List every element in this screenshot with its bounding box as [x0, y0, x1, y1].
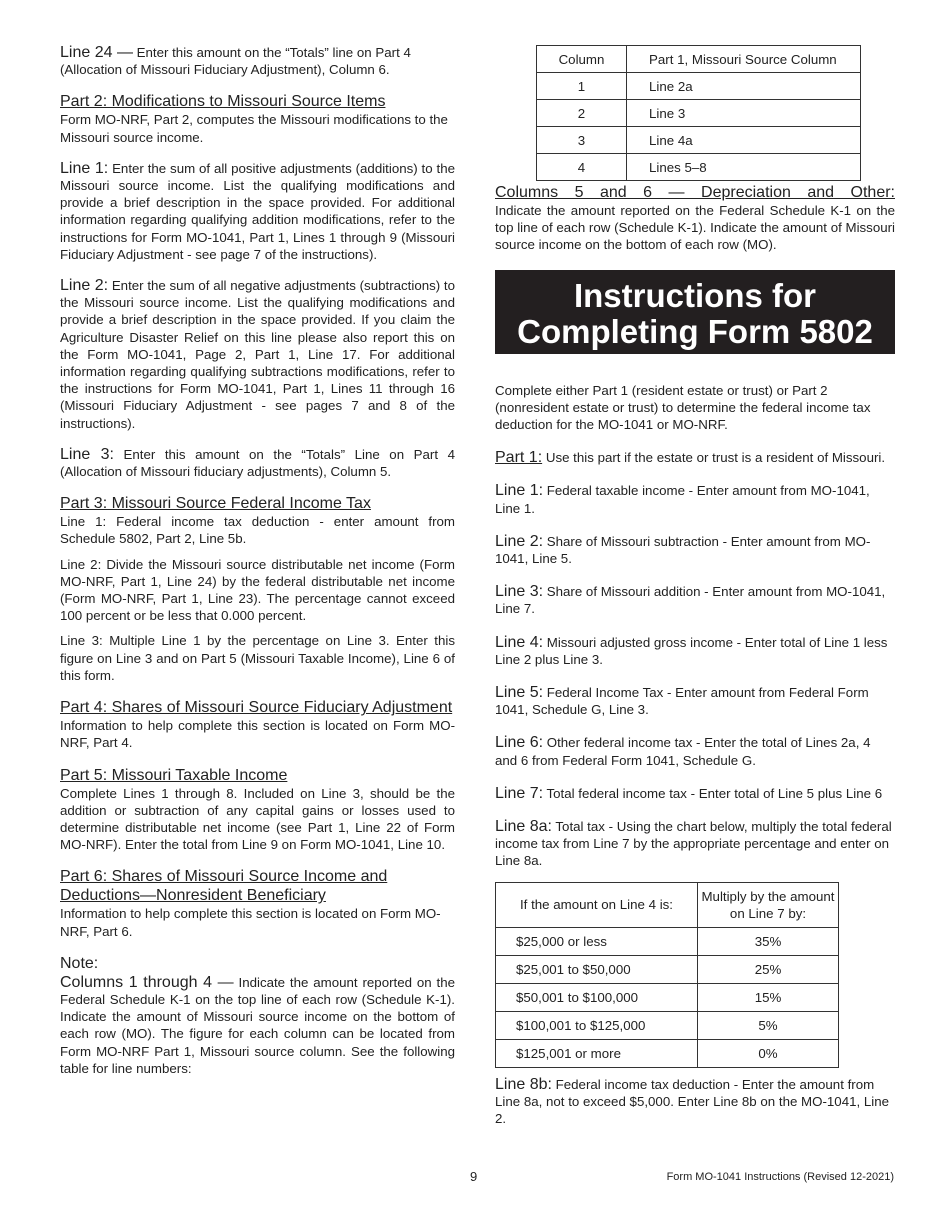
part1-heading: Part 1:: [495, 449, 543, 467]
table-cell: 2: [537, 100, 627, 127]
table-header-cell: If the amount on Line 4 is:: [496, 882, 698, 927]
r-line5-text: Federal Income Tax - Enter amount from Federal Form 1041, Schedule G, Line 3.: [495, 685, 869, 718]
part5-heading: Part 5: Missouri Taxable Income: [60, 766, 288, 784]
part1-text: Use this part if the estate or trust is a resident of Missouri.: [545, 450, 886, 466]
table-row: [537, 100, 861, 127]
table-header-cell: Column: [537, 46, 627, 73]
r-line8b-heading: Line 8b:: [495, 1075, 552, 1093]
line24-text: Enter this amount on the “Totals” line on Part 4 (Allocation of Missouri Fiduciary Adjustment), Column 6.: [60, 45, 411, 78]
line3-paragraph: [60, 446, 455, 480]
form-revision-note: Form MO-1041 Instructions (Revised 12-2021): [666, 1171, 894, 1183]
r-line8b-text: Federal income tax deduction - Enter the amount from Line 8a, not to exceed $5,000. Enter Line 8b on the MO-1041, Line 2.: [495, 1076, 890, 1127]
right-column: [495, 183, 895, 1127]
table-cell: $25,000 or less: [496, 927, 698, 955]
r-line7-text: Total federal income tax - Enter total of Line 5 plus Line 6: [546, 785, 883, 801]
r-line8a-heading: Line 8a:: [495, 818, 552, 836]
r-line8b-paragraph: [495, 1076, 895, 1128]
columns-1-4-text: Indicate the amount reported on the Federal Schedule K-1 on the top line of each row (Schedule K-1). Indicate the amount of Missouri source income on the bottom of each row (MO). The figure for each column can be located from Form MO-NRF Part 1, Missouri source column. See the following table for line numbers:: [60, 974, 455, 1076]
table-cell: 15%: [698, 983, 839, 1011]
part3-line2: Line 2: Divide the Missouri source distributable net income (Form MO-NRF, Part 1, Line 24) by the federal distributable net income (Form MO-NRF, Part 1, Line 23). The percentage cannot exceed 100 percent or be less that 0.000 percent.: [60, 556, 455, 624]
line1-heading: Line 1:: [60, 159, 109, 177]
table-header-cell: Multiply by the amount on Line 7 by:: [698, 882, 839, 927]
table-cell: $125,001 or more: [496, 1039, 698, 1067]
page-number: 9: [470, 1169, 478, 1184]
r-line5-paragraph: [495, 684, 895, 718]
table-header-cell: Part 1, Missouri Source Column: [627, 46, 861, 73]
line3-text: Enter this amount on the “Totals” Line on Part 4 (Allocation of Missouri fiduciary adjustments), Column 5.: [60, 446, 455, 480]
table-cell: 3: [537, 127, 627, 154]
line3-heading: Line 3:: [60, 445, 114, 463]
r-line2-paragraph: [495, 533, 895, 567]
part4-text: Information to help complete this section is located on Form MO-NRF, Part 4.: [60, 718, 455, 751]
r-line6-text: Other federal income tax - Enter the total of Lines 2a, 4 and 6 from Federal Form 1041, Schedule G.: [495, 735, 871, 768]
table-row: [496, 983, 839, 1011]
part3-line3: Line 3: Multiple Line 1 by the percentage on Line 3. Enter this figure on Line 3 and on Part 5 (Missouri Taxable Income), Line 6 of this form.: [60, 633, 455, 683]
form-5802-banner: [495, 270, 895, 354]
columns-5-6-heading: Columns 5 and 6 — Depreciation and Other:: [495, 184, 895, 201]
line2-paragraph: [60, 277, 455, 432]
table-cell: 5%: [698, 1011, 839, 1039]
note-heading: Note:: [60, 954, 99, 972]
r-line6-paragraph: [495, 734, 895, 768]
part5-text: Complete Lines 1 through 8. Included on Line 3, should be the addition or subtraction of any capital gains or losses used to determine distributable net income (see Part 1, Line 22 of Form MO-NRF). Enter the total from Line 9 on Form MO-1041, Line 10.: [60, 785, 455, 853]
table-row: [496, 927, 839, 955]
form-5802-intro: Complete either Part 1 (resident estate or trust) or Part 2 (nonresident estate or trust) to determine the federal income tax deduction for the MO-1041 or MO-NRF.: [495, 382, 871, 433]
r-line4-text: Missouri adjusted gross income - Enter total of Line 1 less Line 2 plus Line 3.: [495, 634, 888, 667]
part2-text: Form MO-NRF, Part 2, computes the Missouri modifications to the Missouri source income.: [60, 112, 448, 145]
part1-paragraph: [495, 449, 895, 466]
r-line1-text: Federal taxable income - Enter amount from MO-1041, Line 1.: [495, 483, 870, 516]
line24-heading: Line 24 —: [60, 44, 133, 61]
r-line8a-paragraph: [495, 818, 895, 870]
table-cell: 25%: [698, 955, 839, 983]
line1-text: Enter the sum of all positive adjustments (additions) to the Missouri source income. List the qualifying modifications and provide a brief description in the space provided. For additional information regarding qualifying addition modifications, refer to the instructions for Form MO-1041, Part 1, Lines 1 through 9 (Missouri Fiduciary Adjustment - see page 7 of the instructions).: [60, 160, 455, 262]
table-cell: $25,001 to $50,000: [496, 955, 698, 983]
table-row: [496, 955, 839, 983]
table-cell: Lines 5–8: [627, 154, 861, 181]
r-line3-heading: Line 3:: [495, 583, 544, 601]
line24-paragraph: [60, 44, 455, 78]
r-line7-heading: Line 7:: [495, 784, 544, 802]
table-cell: Line 4a: [627, 127, 861, 154]
part6-heading: Part 6: Shares of Missouri Source Income and Deductions—Nonresident Beneficiary: [60, 868, 388, 905]
table-cell: 4: [537, 154, 627, 181]
table-header-row: [496, 882, 839, 927]
table-row: [496, 1039, 839, 1067]
part3-line1: Line 1: Federal income tax deduction - enter amount from Schedule 5802, Part 2, Line 5b.: [60, 514, 455, 547]
r-line1-paragraph: [495, 482, 895, 516]
part6-text: Information to help complete this section is located on Form MO-NRF, Part 6.: [60, 906, 441, 939]
table-cell: 35%: [698, 927, 839, 955]
table-cell: $50,001 to $100,000: [496, 983, 698, 1011]
columns-1-4-heading: Columns 1 through 4 —: [60, 973, 234, 991]
table-cell: 1: [537, 73, 627, 100]
part2-heading: Part 2: Modifications to Missouri Source Items: [60, 93, 386, 111]
part3-heading: Part 3: Missouri Source Federal Income Tax: [60, 495, 371, 513]
table-cell: 0%: [698, 1039, 839, 1067]
left-column: [60, 44, 455, 1077]
r-line2-heading: Line 2:: [495, 532, 544, 550]
columns-1-4-paragraph: [60, 974, 455, 1077]
r-line2-text: Share of Missouri subtraction - Enter amount from MO-1041, Line 5.: [495, 533, 871, 567]
r-line3-text: Share of Missouri addition - Enter amount from MO-1041, Line 7.: [495, 584, 886, 617]
banner-line-1: Instructions for: [573, 276, 816, 314]
line2-heading: Line 2:: [60, 277, 109, 295]
table-header-row: [537, 46, 861, 73]
column-lookup-table: [536, 45, 861, 181]
columns-5-6-text: Indicate the amount reported on the Federal Schedule K-1 on the top line of each row (Schedule K-1). Indicate the amount of Missouri source income on the bottom of each row (MO).: [495, 203, 895, 253]
table-row: [496, 1011, 839, 1039]
part4-heading: Part 4: Shares of Missouri Source Fiduciary Adjustment: [60, 699, 453, 717]
table-cell: Line 3: [627, 100, 861, 127]
r-line4-heading: Line 4:: [495, 633, 544, 651]
r-line6-heading: Line 6:: [495, 734, 544, 752]
r-line8a-text: Total tax - Using the chart below, multiply the total federal income tax from Line 7 by the appropriate percentage and enter on Line 8a.: [495, 819, 892, 869]
banner-line-2: Completing Form 5802: [517, 312, 873, 350]
r-line1-heading: Line 1:: [495, 482, 544, 500]
table-row: [537, 73, 861, 100]
r-line5-heading: Line 5:: [495, 684, 544, 702]
line1-paragraph: [60, 160, 455, 263]
r-line3-paragraph: [495, 583, 895, 617]
tax-percentage-table: [495, 882, 839, 1068]
table-row: [537, 127, 861, 154]
table-cell: Line 2a: [627, 73, 861, 100]
table-row: [537, 154, 861, 181]
table-cell: $100,001 to $125,000: [496, 1011, 698, 1039]
r-line7-paragraph: [495, 785, 895, 802]
r-line4-paragraph: [495, 634, 895, 668]
line2-text: Enter the sum of all negative adjustments (subtractions) to the Missouri source income. List the qualifying modifications and provide a brief description in the space provided. If you claim the Agriculture Disaster Relief on this line please also report this on the Form MO-1041, Page 2, Part 1, Line 17. For additional information regarding qualifying subtractions modifications, refer to the instructions for Form MO-1041, Part 1, Lines 11 through 16 (Missouri Fiduciary Adjustment - see pages 7 and 8 of the instructions).: [60, 278, 455, 431]
